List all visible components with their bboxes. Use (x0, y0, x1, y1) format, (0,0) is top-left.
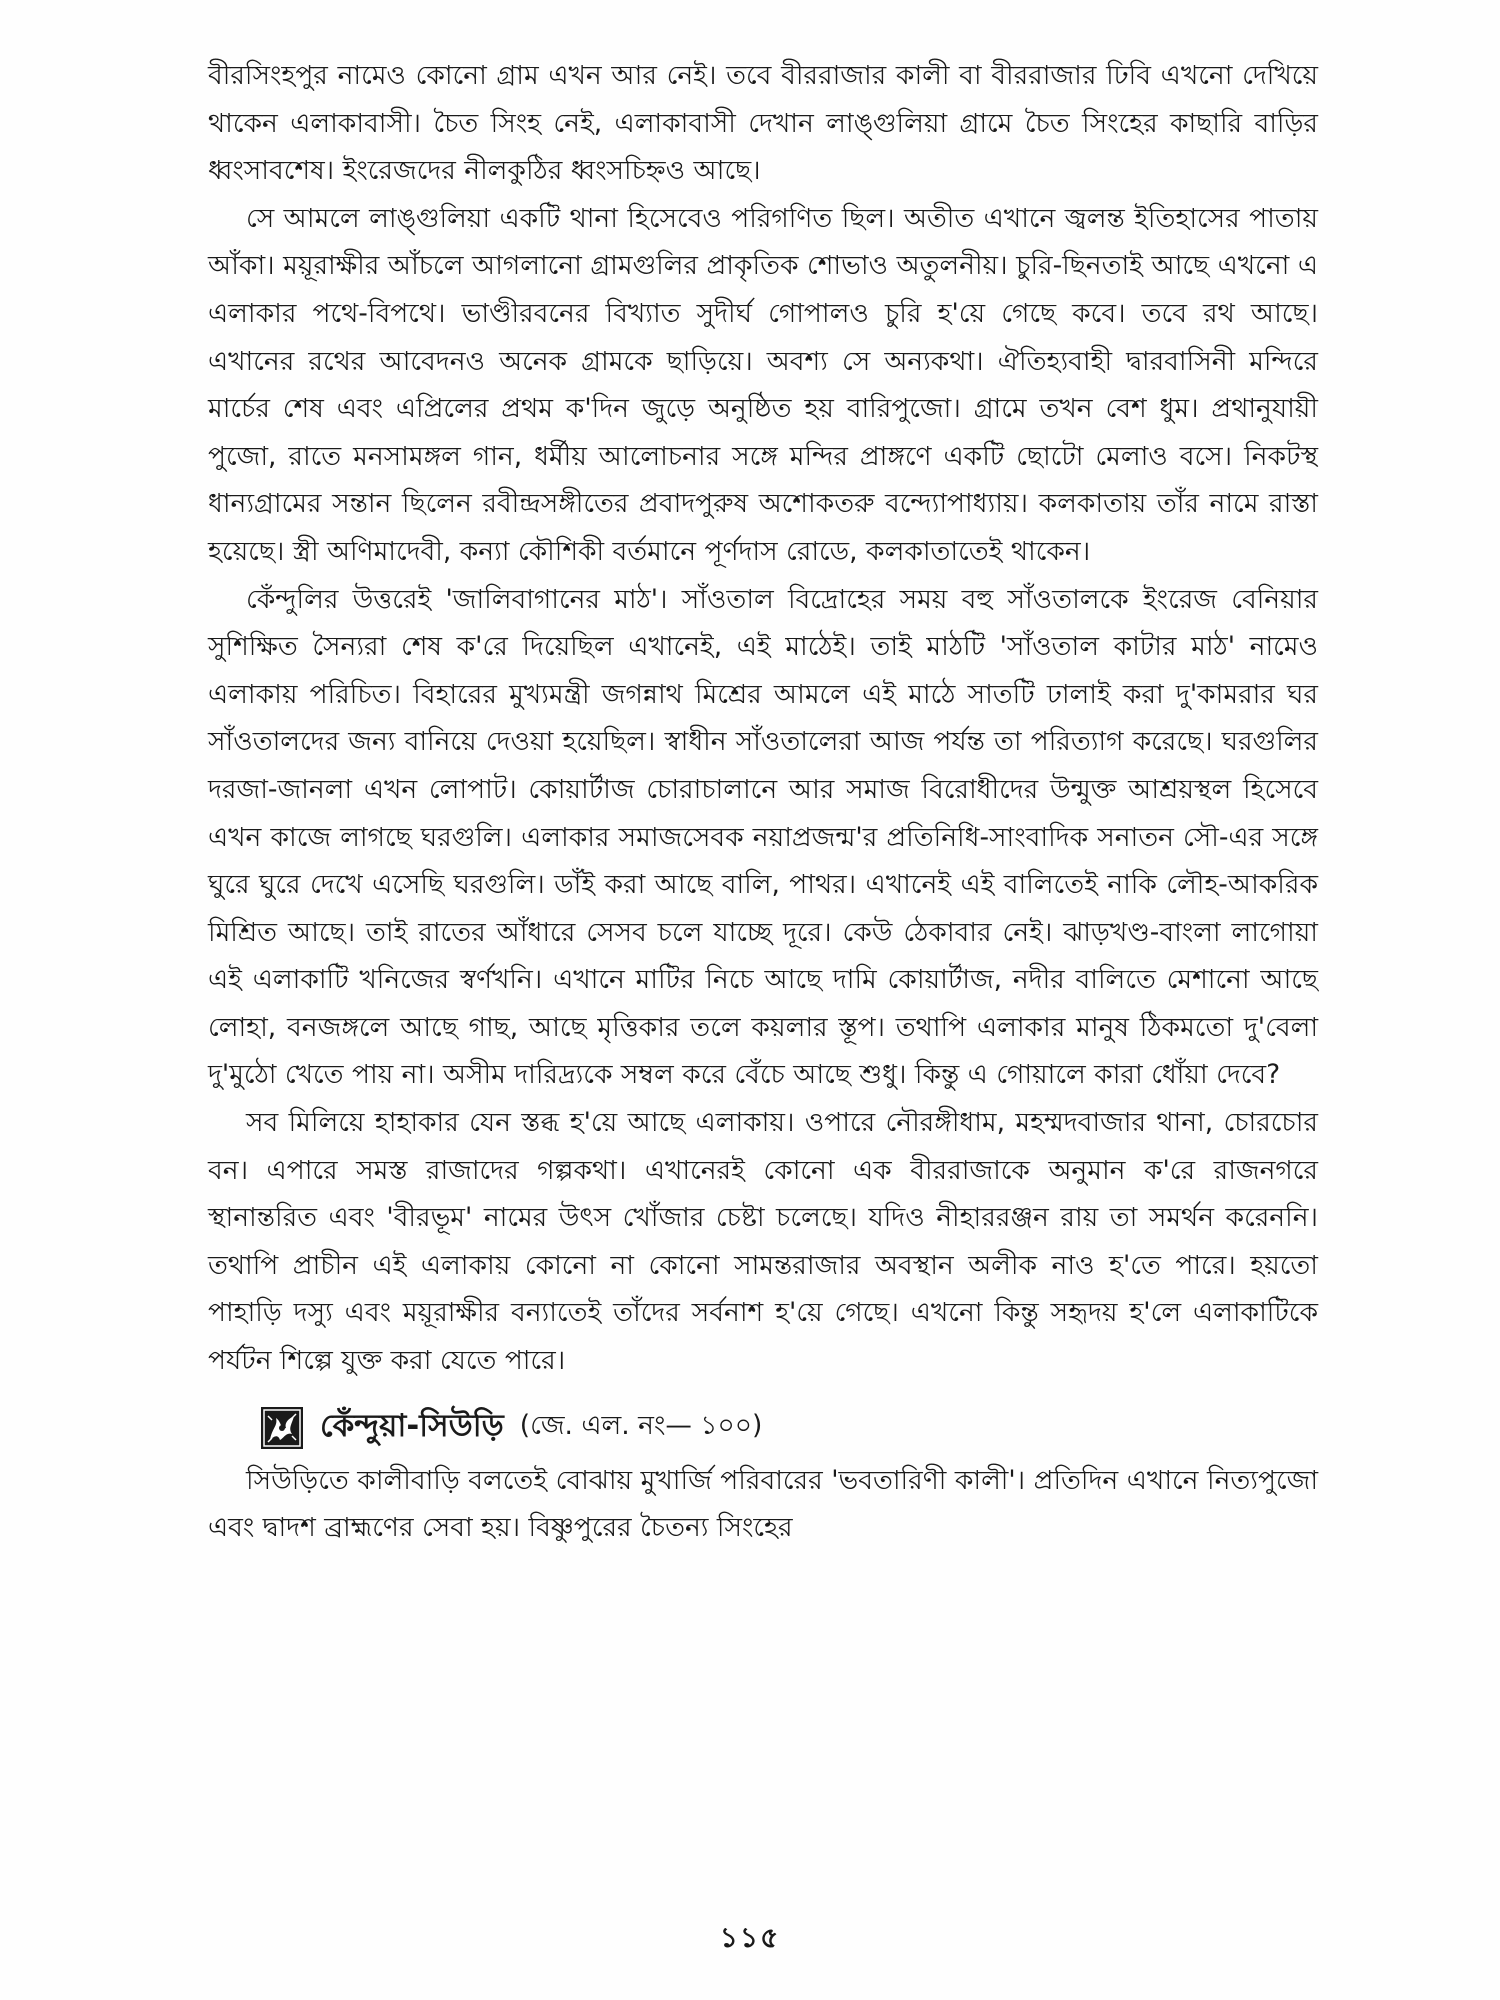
paragraph: সে আমলে লাঙ্গুলিয়া একটি থানা হিসেবেও পরিগণিত ছিল। অতীত এখানে জ্বলন্ত ইতিহাসের পাতায় আঁকা। ময়ূরাক্ষীর আঁচলে আগলানো গ্রামগুলির প্রাকৃতিক শোভাও অতুলনীয়। চুরি-ছিনতাই আছে এখনো এ এলাকার পথে-বিপথে। ভাণ্ডীরবনের বিখ্যাত সুদীর্ঘ গোপালও চুরি হ'য়ে গেছে কবে। তবে রথ আছে। এখানের রথের আবেদনও অনেক গ্রামকে ছাড়িয়ে। অবশ্য সে অন্যকথা। ঐতিহ্যবাহী দ্বারবাসিনী মন্দিরে মার্চের শেষ এবং এপ্রিলের প্রথম ক'দিন জুড়ে অনুষ্ঠিত হয় বারিপুজো। গ্রামে তখন বেশ ধুম। প্রথানুযায়ী পুজো, রাতে মনসামঙ্গল গান, ধর্মীয় আলোচনার সঙ্গে মন্দির প্রাঙ্গণে একটি ছোটো মেলাও বসে। নিকটস্থ ধান্যগ্রামের সন্তান ছিলেন রবীন্দ্রসঙ্গীতের প্রবাদপুরুষ অশোকতরু বন্দ্যোপাধ্যায়। কলকাতায় তাঁর নামে রাস্তা হয়েছে। স্ত্রী অণিমাদেবী, কন্যা কৌশিকী বর্তমানে পূর্ণদাস রোডে, কলকাতাতেই থাকেন। (208, 202, 1318, 567)
paragraph: সব মিলিয়ে হাহাকার যেন স্তব্ধ হ'য়ে আছে এলাকায়। ওপারে নৌরঙ্গীধাম, মহম্মদবাজার থানা, চোরচোর বন। এপারে সমস্ত রাজাদের গল্পকথা। এখানেরই কোনো এক বীররাজাকে অনুমান ক'রে রাজনগরে স্থানান্তরিত এবং 'বীরভূম' নামের উৎস খোঁজার চেষ্টা চলেছে। যদিও নীহাররঞ্জন রায় তা সমর্থন করেননি। তথাপি প্রাচীন এই এলাকায় কোনো না কোনো সামন্তরাজার অবস্থান অলীক নাও হ'তে পারে। হয়তো পাহাড়ি দস্যু এবং ময়ূরাক্ষীর বন্যাতেই তাঁদের সর্বনাশ হ'য়ে গেছে। এখনো কিন্তু সহৃদয় হ'লে এলাকাটিকে পর্যটন শিল্পে যুক্ত করা যেতে পারে। (208, 1107, 1318, 1377)
paragraph: সিউড়িতে কালীবাড়ি বলতেই বোঝায় মুখার্জি পরিবারের 'ভবতারিণী কালী'। প্রতিদিন এখানে নিত্যপুজো এবং দ্বাদশ ব্রাহ্মণের সেবা হয়। বিষ্ণুপুরের চৈতন্য সিংহের (208, 1464, 1318, 1544)
section-heading (208, 1403, 1318, 1453)
page-body (208, 52, 1318, 1552)
paragraph: বীরসিংহপুর নামেও কোনো গ্রাম এখন আর নেই। তবে বীররাজার কালী বা বীররাজার ঢিবি এখনো দেখিয়ে থাকেন এলাকাবাসী। চৈত সিংহ নেই, এলাকাবাসী দেখান লাঙ্গুলিয়া গ্রামে চৈত সিংহের কাছারি বাড়ির ধ্বংসাবশেষ। ইংরেজদের নীলকুঠির ধ্বংসচিহ্নও আছে। (208, 60, 1318, 187)
paragraph: কেঁন্দুলির উত্তরেই 'জালিবাগানের মাঠ'। সাঁওতাল বিদ্রোহের সময় বহু সাঁওতালকে ইংরেজ বেনিয়ার সুশিক্ষিত সৈন্যরা শেষ ক'রে দিয়েছিল এখানেই, এই মাঠেই। তাই মাঠটি 'সাঁওতাল কাটার মাঠ' নামেও এলাকায় পরিচিত। বিহারের মুখ্যমন্ত্রী জগন্নাথ মিশ্রের আমলে এই মাঠে সাতটি ঢালাই করা দু'কামরার ঘর সাঁওতালদের জন্য বানিয়ে দেওয়া হয়েছিল। স্বাধীন সাঁওতালেরা আজ পর্যন্ত তা পরিত্যাগ করেছে। ঘরগুলির দরজা-জানলা এখন লোপাট। কোয়ার্টাজ চোরাচালানে আর সমাজ বিরোধীদের উন্মুক্ত আশ্রয়স্থল হিসেবে এখন কাজে লাগছে ঘরগুলি। এলাকার সমাজসেবক নয়াপ্রজন্ম'র প্রতিনিধি-সাংবাদিক সনাতন সৌ-এর সঙ্গে ঘুরে ঘুরে দেখে এসেছি ঘরগুলি। ডাঁই করা আছে বালি, পাথর। এখানেই এই বালিতেই নাকি লৌহ-আকরিক মিশ্রিত আছে। তাই রাতের আঁধারে সেসব চলে যাচ্ছে দূরে। কেউ ঠেকাবার নেই। ঝাড়খণ্ড-বাংলা লাগোয়া এই এলাকাটি খনিজের স্বর্ণখনি। এখানে মাটির নিচে আছে দামি কোয়ার্টাজ, নদীর বালিতে মেশানো আছে লোহা, বনজঙ্গলে আছে গাছ, আছে মৃত্তিকার তলে কয়লার স্তূপ। তথাপি এলাকার মানুষ ঠিকমতো দু'বেলা দু'মুঠো খেতে পায় না। অসীম দারিদ্র্যকে সম্বল করে বেঁচে আছে শুধু। কিন্তু এ গোয়ালে কারা ধোঁয়া দেবে? (208, 583, 1318, 1091)
section-title: কেঁন্দুয়া-সিউড়ি (320, 1407, 504, 1444)
ornamental-emblem-icon (260, 1406, 304, 1450)
section-reference: (জে. এল. নং— ১০০) (519, 1409, 763, 1441)
page-number: ১১৫ (719, 1921, 781, 1954)
